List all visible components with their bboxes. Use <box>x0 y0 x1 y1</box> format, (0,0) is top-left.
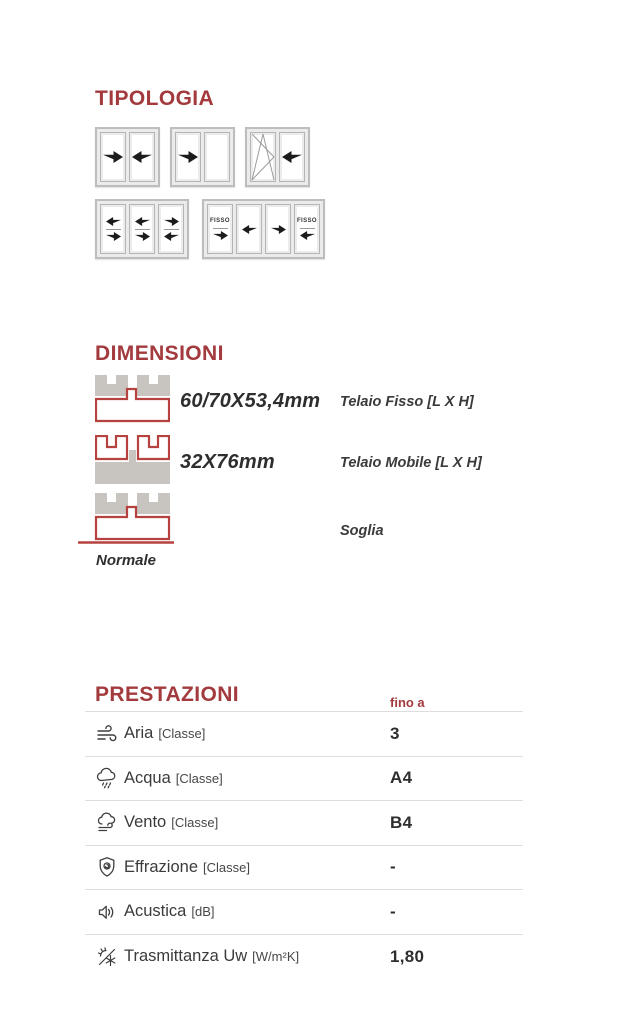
arrow-right-icon <box>271 225 286 234</box>
telaio-mobile-profile-icon <box>95 435 180 490</box>
row-value: 3 <box>390 723 400 743</box>
dimension-row-telaio-fisso <box>95 375 535 427</box>
arrow-left-icon <box>300 231 315 240</box>
window-panel-dual <box>129 204 155 254</box>
arrow-right-icon <box>213 231 228 240</box>
arrow-left-icon <box>242 225 257 234</box>
arrow-left-icon <box>106 217 121 226</box>
window-diagram <box>202 199 325 259</box>
arrow-right-icon <box>103 151 123 163</box>
window-diagram <box>170 127 235 187</box>
prestazioni-row <box>85 846 523 891</box>
soglia-profile-icon <box>78 493 174 569</box>
fisso-label: FISSO <box>209 218 230 224</box>
telaio-fisso-measure: 60/70X53,4mm <box>180 390 321 412</box>
rain-cloud-icon <box>95 766 119 790</box>
row-value: - <box>390 857 396 877</box>
row-label: Acqua [Classe] <box>124 768 223 787</box>
window-panel-sash <box>175 132 201 182</box>
arrow-left-icon <box>132 151 152 163</box>
window-panel-fisso <box>207 204 233 254</box>
row-icon <box>95 722 124 746</box>
arrow-right-icon <box>106 232 121 241</box>
row-label: Vento [Classe] <box>124 813 219 832</box>
window-panel-tiltturn <box>250 132 276 182</box>
row-label: Acustica [dB] <box>124 902 215 921</box>
telaio-fisso-profile-icon <box>95 375 180 428</box>
window-panel-dual <box>158 204 184 254</box>
thermal-icon <box>95 945 119 969</box>
arrow-left-icon <box>282 151 302 163</box>
row-icon <box>95 766 124 790</box>
window-panel-fisso <box>294 204 320 254</box>
row-label: Aria [Classe] <box>124 724 206 743</box>
wind-cloud-icon <box>95 811 119 835</box>
row-value: - <box>390 901 396 921</box>
dimension-row-soglia <box>95 493 535 569</box>
row-icon <box>95 900 124 924</box>
window-diagram <box>245 127 310 187</box>
fisso-label: FISSO <box>296 218 317 224</box>
row-icon <box>95 855 124 879</box>
window-row-2 <box>95 199 325 259</box>
row-label: Effrazione [Classe] <box>124 857 250 876</box>
wind-icon <box>95 722 119 746</box>
row-value: A4 <box>390 768 413 788</box>
fino-a-column-header: fino a <box>390 695 425 710</box>
row-value: 1,80 <box>390 946 425 966</box>
soglia-label: Soglia <box>340 523 384 539</box>
tipologia-heading: TIPOLOGIA <box>95 87 215 111</box>
tilt-turn-icon <box>251 133 275 181</box>
arrow-right-icon <box>178 151 198 163</box>
window-row-1 <box>95 127 310 187</box>
prestazioni-heading: PRESTAZIONI <box>95 683 240 707</box>
prestazioni-row <box>85 801 523 846</box>
telaio-fisso-label: Telaio Fisso [L X H] <box>340 393 474 410</box>
row-icon <box>95 945 124 969</box>
window-diagram <box>95 127 160 187</box>
row-label: Trasmittanza Uw [W/m²K] <box>124 947 300 966</box>
speaker-icon <box>95 900 119 924</box>
window-panel-fixed <box>204 132 230 182</box>
row-icon <box>95 811 124 835</box>
arrow-left-icon <box>164 232 179 241</box>
arrow-right-icon <box>164 217 179 226</box>
arrow-right-icon <box>135 232 150 241</box>
prestazioni-row <box>85 935 523 980</box>
dimension-row-telaio-mobile <box>95 435 535 487</box>
telaio-mobile-measure: 32X76mm <box>180 451 275 473</box>
prestazioni-row <box>85 712 523 757</box>
window-panel-sash <box>236 204 262 254</box>
prestazioni-table <box>85 711 523 979</box>
shield-icon <box>95 855 119 879</box>
arrow-left-icon <box>135 217 150 226</box>
soglia-caption: Normale <box>95 552 157 569</box>
prestazioni-row <box>85 757 523 802</box>
prestazioni-row <box>85 890 523 935</box>
window-panel-dual <box>100 204 126 254</box>
window-panel-sash <box>279 132 305 182</box>
window-panel-sash <box>129 132 155 182</box>
window-panel-sash <box>265 204 291 254</box>
row-value: B4 <box>390 812 413 832</box>
telaio-mobile-label: Telaio Mobile [L X H] <box>340 454 482 471</box>
dimensioni-heading: DIMENSIONI <box>95 342 224 366</box>
window-panel-sash <box>100 132 126 182</box>
window-diagram <box>95 199 189 259</box>
